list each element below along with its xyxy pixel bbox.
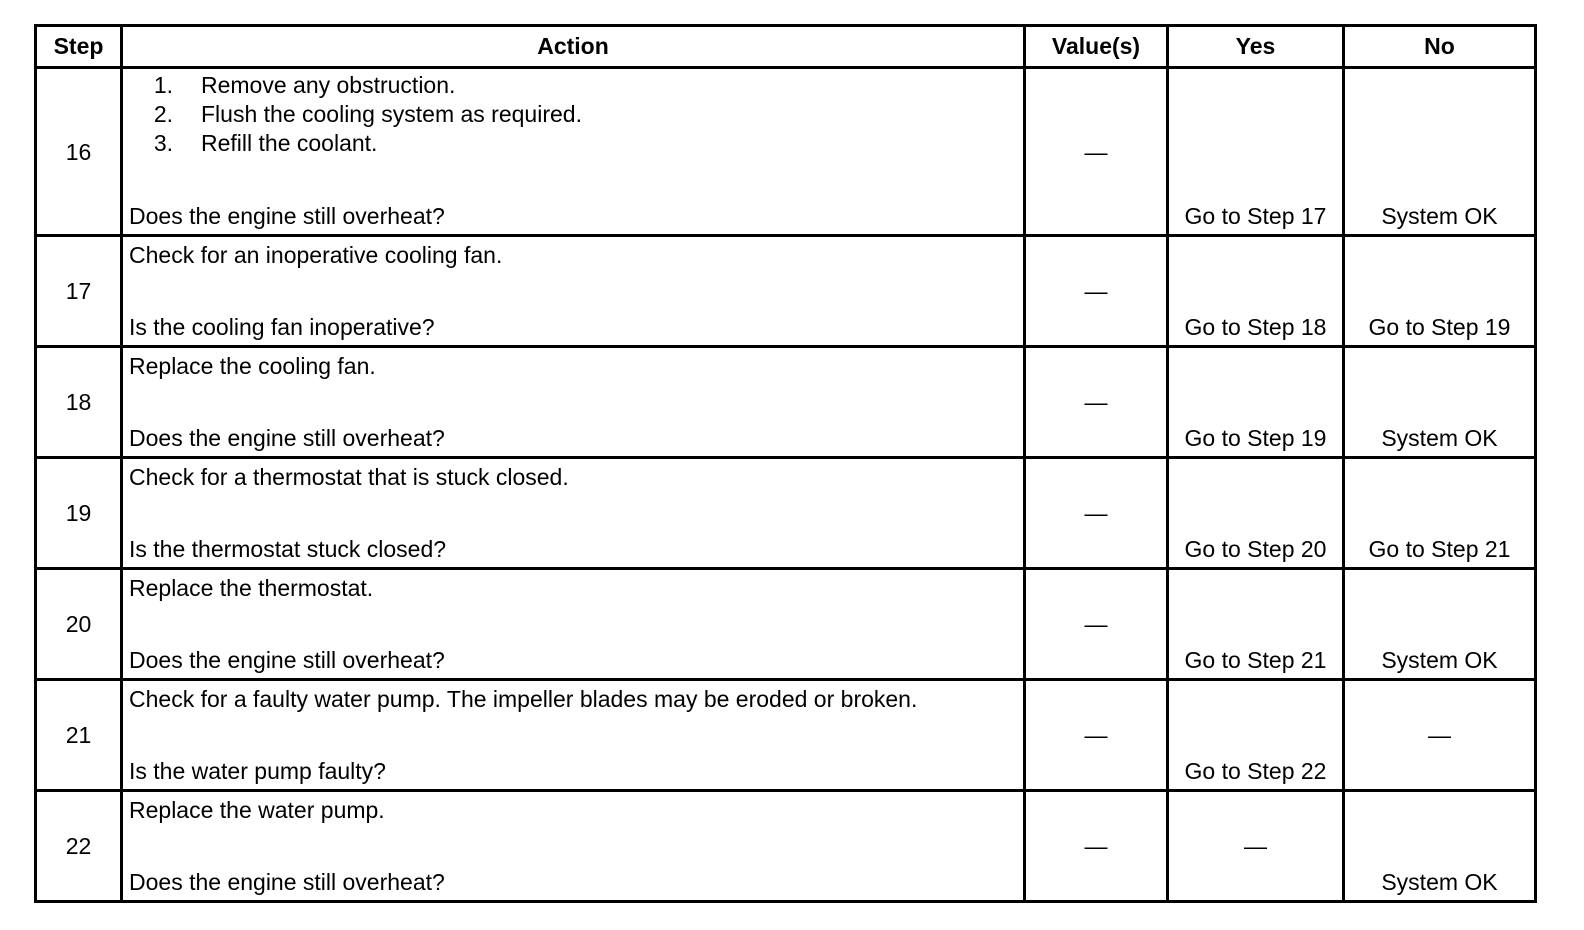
table-row (36, 236, 1536, 347)
list-item (123, 71, 1023, 100)
no-cell: System OK (1344, 569, 1536, 680)
step-number: 21 (36, 680, 122, 791)
action-question: Does the engine still overheat? (129, 647, 445, 673)
action-cell (122, 569, 1025, 680)
list-text: Refill the coolant. (201, 130, 378, 156)
action-text: Check for a thermostat that is stuck closed. (129, 464, 569, 490)
yes-cell: Go to Step 17 (1168, 68, 1344, 236)
yes-cell: Go to Step 22 (1168, 680, 1344, 791)
value-cell: — (1025, 569, 1168, 680)
value-cell: — (1025, 791, 1168, 902)
step-number: 16 (36, 68, 122, 236)
table-row (36, 569, 1536, 680)
table-row (36, 680, 1536, 791)
action-list (123, 69, 1023, 158)
action-question: Does the engine still overheat? (129, 869, 445, 895)
action-text: Replace the thermostat. (129, 575, 374, 601)
action-cell (122, 791, 1025, 902)
action-question: Is the thermostat stuck closed? (129, 536, 447, 562)
action-question: Is the water pump faulty? (129, 758, 386, 784)
no-cell: System OK (1344, 791, 1536, 902)
yes-cell: Go to Step 21 (1168, 569, 1344, 680)
step-number: 20 (36, 569, 122, 680)
list-number: 2. (153, 101, 173, 127)
list-text: Remove any obstruction. (201, 72, 456, 98)
action-text: Replace the cooling fan. (129, 353, 376, 379)
action-cell (122, 68, 1025, 236)
action-cell (122, 458, 1025, 569)
step-number: 18 (36, 347, 122, 458)
diagnostic-table (34, 24, 1537, 903)
header-yes: Yes (1168, 26, 1344, 68)
step-number: 19 (36, 458, 122, 569)
value-cell: — (1025, 680, 1168, 791)
no-cell: System OK (1344, 347, 1536, 458)
list-item (123, 129, 1023, 158)
list-text: Flush the cooling system as required. (201, 101, 582, 127)
table-row (36, 68, 1536, 236)
list-number: 1. (153, 72, 173, 98)
table-row (36, 458, 1536, 569)
action-cell (122, 236, 1025, 347)
step-number: 17 (36, 236, 122, 347)
yes-cell: Go to Step 18 (1168, 236, 1344, 347)
table-row (36, 347, 1536, 458)
action-question: Does the engine still overheat? (129, 203, 445, 229)
action-cell (122, 347, 1025, 458)
yes-cell: Go to Step 20 (1168, 458, 1344, 569)
value-cell: — (1025, 347, 1168, 458)
no-cell: Go to Step 21 (1344, 458, 1536, 569)
action-question: Is the cooling fan inoperative? (129, 314, 435, 340)
header-no: No (1344, 26, 1536, 68)
action-cell (122, 680, 1025, 791)
value-cell: — (1025, 236, 1168, 347)
header-step: Step (36, 26, 122, 68)
table-row (36, 791, 1536, 902)
header-values: Value(s) (1025, 26, 1168, 68)
value-cell: — (1025, 68, 1168, 236)
no-cell: Go to Step 19 (1344, 236, 1536, 347)
no-cell: — (1344, 680, 1536, 791)
list-number: 3. (153, 130, 173, 156)
action-text: Check for an inoperative cooling fan. (129, 242, 503, 268)
header-row (36, 26, 1536, 68)
action-question: Does the engine still overheat? (129, 425, 445, 451)
yes-cell: Go to Step 19 (1168, 347, 1344, 458)
value-cell: — (1025, 458, 1168, 569)
yes-cell: — (1168, 791, 1344, 902)
action-text: Check for a faulty water pump. The impeller blades may be eroded or broken. (129, 686, 918, 712)
step-number: 22 (36, 791, 122, 902)
no-cell: System OK (1344, 68, 1536, 236)
action-text: Replace the water pump. (129, 797, 385, 823)
header-action: Action (122, 26, 1025, 68)
list-item (123, 100, 1023, 129)
